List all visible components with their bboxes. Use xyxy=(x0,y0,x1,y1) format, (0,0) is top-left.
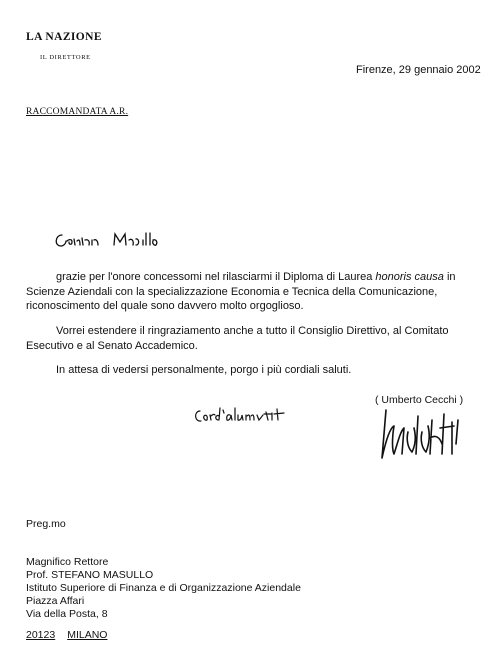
handwritten-salutation xyxy=(52,229,192,251)
letterhead-role: IL DIRETTORE xyxy=(40,54,91,61)
body-paragraph-3: In attesa di vedersi personalmente, porgo i più cordiali saluti. xyxy=(56,364,352,376)
city: MILANO xyxy=(67,629,108,641)
handwritten-closing xyxy=(192,404,292,426)
recipient-title: Magnifico Rettore xyxy=(26,556,109,568)
body-paragraph-2: Vorrei estendere il ringraziamento anche a tutto il Consiglio Direttivo, al Comitato Esecutivo e al Senato Accademico. xyxy=(26,325,449,352)
date-line: Firenze, 29 gennaio 2002 xyxy=(356,64,481,76)
address-prefix: Preg.mo xyxy=(26,518,66,530)
body-paragraph-1: grazie per l'onore concessomi nel rilasciarmi il Diploma di Laurea honoris causa in Scienze Aziendali con la specializzazione Economia e Tecnica della Comunicazione, riconoscimento del quale sono davvero molto orgoglioso. xyxy=(26,271,456,312)
recipient-building: Piazza Affari xyxy=(26,595,85,607)
letterhead-name: LA NAZIONE xyxy=(26,31,102,43)
delivery-method: RACCOMANDATA A.R. xyxy=(26,107,129,117)
recipient-name: Prof. STEFANO MASULLO xyxy=(26,569,154,581)
signatory-name: ( Umberto Cecchi ) xyxy=(375,394,464,406)
recipient-organization: Istituto Superiore di Finanza e di Organizzazione Aziendale xyxy=(26,582,301,594)
signature xyxy=(372,398,464,468)
postal-code: 20123 xyxy=(26,629,56,641)
recipient-city-line xyxy=(26,629,107,643)
recipient-street: Via della Posta, 8 xyxy=(26,608,108,620)
